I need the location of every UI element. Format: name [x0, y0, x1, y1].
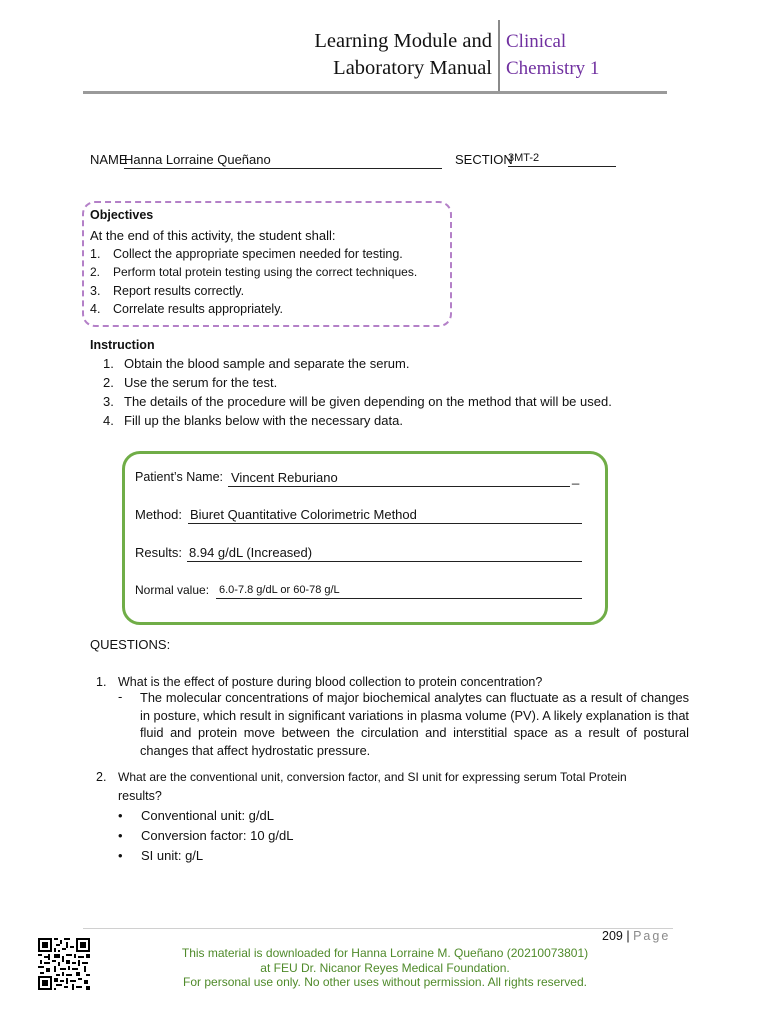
- instruction-number: 3.: [103, 394, 114, 409]
- module-title-line1: Learning Module and: [314, 30, 492, 52]
- instruction-text: Use the serum for the test.: [124, 375, 278, 390]
- instruction-item: [103, 375, 277, 390]
- objective-text: Collect the appropriate specimen needed for testing.: [113, 247, 403, 261]
- page-number-value: 209: [602, 929, 623, 943]
- objective-text: Perform total protein testing using the correct techniques.: [113, 265, 418, 279]
- module-title-line2: Laboratory Manual: [333, 57, 492, 79]
- objective-text: Correlate results appropriately.: [113, 302, 283, 316]
- instruction-number: 1.: [103, 356, 114, 371]
- normal-value: 6.0-7.8 g/dL or 60-78 g/L: [219, 584, 340, 596]
- download-notice-line2: at FEU Dr. Nicanor Reyes Medical Foundation.: [260, 960, 510, 975]
- module-title: [314, 28, 492, 82]
- method-value: Biuret Quantitative Colorimetric Method: [190, 507, 417, 522]
- instruction-number: 2.: [103, 375, 114, 390]
- section-label: SECTION: [455, 152, 513, 167]
- section-field: 3MT-2: [508, 152, 616, 167]
- objective-text: Report results correctly.: [113, 284, 245, 298]
- answer-dash: -: [118, 689, 123, 704]
- question-2-text-line2: results?: [118, 789, 162, 803]
- download-notice-line1: This material is downloaded for Hanna Lorraine M. Queñano (20210073801): [181, 946, 589, 960]
- instruction-item: [103, 356, 409, 371]
- course-title: [506, 28, 599, 82]
- answer-bullet-text: SI unit: g/L: [141, 848, 204, 863]
- questions-title: QUESTIONS:: [90, 637, 171, 652]
- instruction-text: Fill up the blanks below with the necessary data.: [124, 413, 403, 428]
- question-2-text-line1: What are the conventional unit, conversion factor, and SI unit for expressing serum Total Protein: [118, 770, 627, 784]
- objective-number: 1.: [90, 247, 101, 261]
- page-separator: |: [626, 929, 630, 943]
- bullet-icon: •: [118, 848, 123, 863]
- objective-item: [90, 247, 403, 261]
- method-label: Method:: [135, 507, 182, 522]
- patient-name-value: Vincent Reburiano: [231, 470, 338, 485]
- name-label: NAME: [90, 152, 128, 167]
- question-1-text: What is the effect of posture during blood collection to protein concentration?: [118, 675, 543, 689]
- instruction-number: 4.: [103, 413, 114, 428]
- instruction-title: Instruction: [90, 338, 155, 352]
- header-rule: [83, 91, 667, 94]
- header-divider: [498, 20, 500, 92]
- page-word: Page: [633, 929, 671, 943]
- objective-number: 4.: [90, 302, 101, 316]
- objective-number: 3.: [90, 284, 101, 298]
- answer-bullet-text: Conventional unit: g/dL: [141, 808, 274, 823]
- objective-number: 2.: [90, 265, 101, 279]
- question-number: 1.: [96, 675, 107, 689]
- objective-item: [90, 302, 283, 316]
- objective-item: [90, 265, 417, 279]
- qr-code-icon: [38, 938, 90, 990]
- footer-rule: [83, 928, 673, 929]
- course-title-line1: Clinical: [506, 31, 567, 52]
- objectives-intro: At the end of this activity, the student shall:: [90, 228, 336, 243]
- bullet-icon: •: [118, 808, 123, 823]
- answer-bullet-text: Conversion factor: 10 g/dL: [141, 828, 294, 843]
- name-field: Hanna Lorraine Queñano: [124, 152, 442, 169]
- instruction-item: [103, 413, 403, 428]
- page-number: [602, 929, 670, 943]
- question-1-answer: The molecular concentrations of major biochemical analytes can fluctuate as a result of changes in posture, which result in significant variations in plasma volume (PV). A likely explanation is that fluid and protein move between the circulation and interstitial space as a result of postural changes that affect hydrostatic pressure.: [140, 690, 689, 758]
- normal-value-label: Normal value:: [135, 583, 210, 597]
- results-label: Results:: [135, 545, 182, 560]
- patient-name-trail: _: [572, 470, 580, 485]
- objective-item: [90, 284, 244, 298]
- instruction-text: Obtain the blood sample and separate the serum.: [124, 356, 410, 371]
- question-number: 2.: [96, 770, 107, 784]
- patient-name-label: Patient’s Name:: [135, 470, 224, 484]
- instruction-item: [103, 394, 612, 409]
- results-value: 8.94 g/dL (Increased): [189, 545, 313, 560]
- download-notice-line3: For personal use only. No other uses without permission. All rights reserved.: [183, 975, 587, 989]
- download-notice: [120, 946, 650, 990]
- instruction-text: The details of the procedure will be given depending on the method that will be used.: [124, 394, 612, 409]
- objectives-title: Objectives: [90, 208, 154, 222]
- course-title-line2: Chemistry 1: [506, 58, 600, 79]
- bullet-icon: •: [118, 828, 123, 843]
